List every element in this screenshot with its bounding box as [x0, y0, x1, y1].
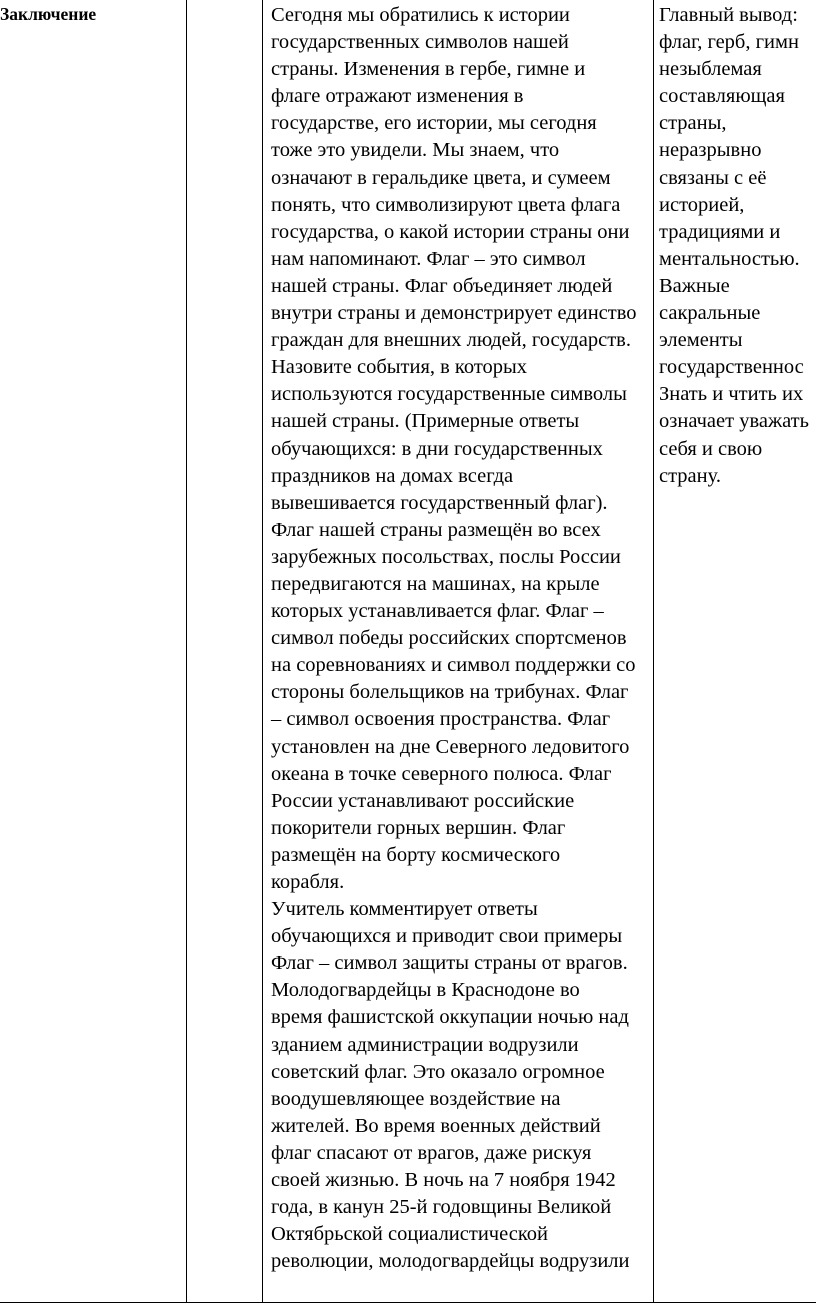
text-line: граждан для внешних людей, государств.: [271, 329, 631, 352]
text-line: – символ освоения пространства. Флаг: [271, 708, 611, 731]
text-line: установлен на дне Северного ледовитого: [271, 735, 630, 758]
text-line: зданием администрации водрузили: [271, 1033, 579, 1056]
text-line: передвигаются на машинах, на крыле: [271, 572, 600, 595]
conclusion-text: [654, 0, 816, 490]
stage-cell: [0, 0, 187, 1303]
lesson-text: [263, 0, 653, 1275]
conclusion-line: Важные: [659, 274, 730, 297]
text-line: зарубежных посольствах, послы России: [271, 545, 621, 568]
text-line: обучающихся и приводит свои примеры: [271, 925, 623, 948]
text-line: праздников на домах всегда: [271, 464, 514, 487]
text-line: Учитель комментирует ответы: [271, 898, 538, 921]
text-line: своей жизнью. В ночь на 7 ноября 1942: [271, 1169, 616, 1192]
conclusion-line: незыблемая: [659, 58, 762, 81]
text-line: государстве, его истории, мы сегодня: [271, 112, 597, 135]
text-line: воодушевляющее воздействие на: [271, 1087, 561, 1110]
text-line: страны. Изменения в гербе, гимне и: [271, 58, 586, 81]
conclusion-line: страны,: [659, 112, 727, 135]
conclusion-line: традициями и: [659, 220, 781, 243]
conclusion-line: ментальностью.: [659, 247, 800, 270]
text-line: океана в точке северного полюса. Флаг: [271, 762, 612, 785]
conclusion-line: неразрывно: [659, 139, 762, 162]
conclusion-line: Главный вывод:: [659, 4, 798, 26]
text-line: стороны болельщиков на трибунах. Флаг: [271, 681, 629, 704]
text-line: Флаг – символ защиты страны от врагов.: [271, 952, 628, 975]
text-line: Флаг нашей страны размещён во всех: [271, 518, 601, 541]
text-line: флаг спасают от врагов, даже рискуя: [271, 1141, 592, 1164]
text-line: тоже это увидели. Мы знаем, что: [271, 139, 560, 162]
text-line: символ победы российских спортсменов: [271, 627, 627, 650]
conclusion-line: элементы: [659, 329, 743, 352]
text-line: используются государственные символы: [271, 383, 627, 406]
text-line: советский флаг. Это оказало огромное: [271, 1060, 605, 1083]
lesson-text-cell: [263, 0, 654, 1303]
conclusion-line: себя и свою: [659, 437, 763, 460]
conclusion-line: страну.: [659, 464, 721, 487]
conclusion-line: связаны с её: [659, 166, 767, 189]
text-line: жителей. Во время военных действий: [271, 1114, 601, 1137]
conclusion-line: историей,: [659, 193, 745, 216]
text-line: революции, молодогвардейцы водрузили: [271, 1250, 630, 1273]
conclusion-line: означает уважать: [659, 410, 809, 433]
conclusion-line: государственнос: [659, 356, 804, 379]
text-line: которых устанавливается флаг. Флаг –: [271, 600, 604, 623]
text-line: государства, о какой истории страны они: [271, 220, 630, 243]
text-line: нашей страны. (Примерные ответы: [271, 410, 580, 433]
text-line: корабля.: [271, 871, 345, 893]
text-line: Назовите события, в которых: [271, 356, 528, 379]
text-line: нашей страны. Флаг объединяет людей: [271, 274, 613, 297]
text-line: флаге отражают изменения в: [271, 85, 524, 108]
conclusion-line: Знать и чтить их: [659, 383, 804, 406]
text-line: время фашистской оккупации ночью над: [271, 1006, 629, 1029]
text-line: государственных символов нашей: [271, 31, 569, 54]
text-line: обучающихся: в дни государственных: [271, 437, 603, 460]
conclusion-line: составляющая: [659, 85, 785, 108]
text-line: понять, что символизируют цвета флага: [271, 193, 621, 216]
text-line: размещён на борту космического: [271, 843, 561, 866]
conclusion-cell: [654, 0, 816, 1303]
text-line: нам напоминают. Флаг – это символ: [271, 247, 586, 270]
stage-name: Заключение: [0, 4, 97, 24]
text-line: означают в геральдике цвета, и сумеем: [271, 166, 611, 189]
text-line: года, в канун 25-й годовщины Великой: [271, 1196, 612, 1219]
text-line: Молодогвардейцы в Краснодоне во: [271, 979, 580, 1002]
text-line: покорители горных вершин. Флаг: [271, 816, 566, 839]
conclusion-line: флаг, герб, гимн: [659, 31, 799, 54]
empty-cell: [187, 0, 263, 1303]
text-line: внутри страны и демонстрирует единство: [271, 302, 637, 325]
conclusion-line: сакральные: [659, 302, 761, 325]
text-line: Сегодня мы обратились к истории: [271, 4, 570, 26]
text-line: Октябрьской социалистической: [271, 1223, 548, 1246]
text-line: России устанавливают российские: [271, 789, 575, 812]
text-line: вывешивается государственный флаг).: [271, 491, 608, 514]
text-line: на соревнованиях и символ поддержки со: [271, 654, 636, 677]
